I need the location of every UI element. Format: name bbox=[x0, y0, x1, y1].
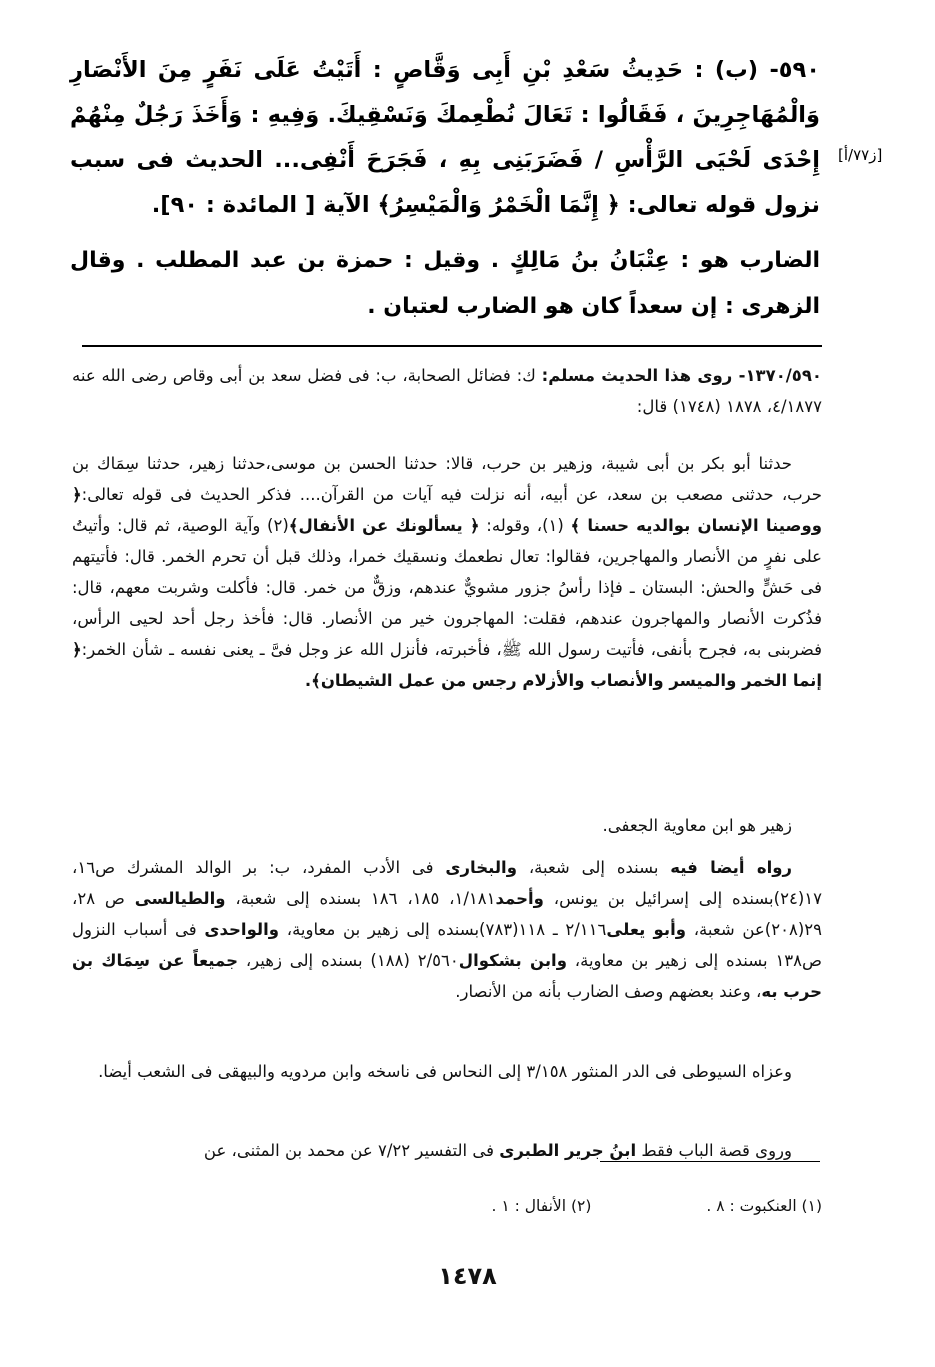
footnote-divider bbox=[600, 1161, 820, 1162]
source-label: رواه أيضا فيه bbox=[670, 858, 792, 877]
suyuti-note bbox=[72, 1056, 822, 1093]
text-segment: ٢/٥٦٠ (١٨٨) بسنده إلى زهير، bbox=[238, 951, 459, 970]
quran-quote-2: ﴿ يسألونك عن الأنفال﴾ bbox=[288, 516, 480, 535]
text-segment: (١)، وقوله: bbox=[479, 516, 571, 535]
takhrij-source: ك: فضائل الصحابة، ب: فى فضل سعد بن أبى وقاص رضى الله عنه ٤/١٨٧٧، ١٨٧٨ (١٧٤٨) قال: bbox=[72, 366, 822, 416]
text-segment: وروى قصة الباب فقط bbox=[636, 1141, 792, 1160]
quran-quote-3: ﴿ إنما الخمر والميسر والأنصاب والأزلام رجس من عمل الشيطان﴾. bbox=[72, 640, 822, 690]
text-segment: ١/١٨١، ١٨٥، ١٨٦ بسنده إلى شعبة، bbox=[225, 889, 496, 908]
narrator-note bbox=[72, 810, 822, 847]
isnad-text: حدثنا أبو بكر بن أبى شيبة، وزهير بن حرب، قالا: حدثنا الحسن بن موسى،حدثنا زهير، حدثنا سِمَاك بن حرب، حدثنى مصعب بن سعد، عن أبيه، أنه نزلت فيه آيات من القرآن.... فذكر الحديث فى قوله تعالى: bbox=[72, 454, 822, 504]
hadith-entry: ٥٩٠- (ب) : حَدِيثُ سَعْدِ بْنِ أَبِى وَقَّاصٍ : أَتَيْتُ عَلَى نَفَرٍ مِنَ الأَنْصَارِ وَالْمُهَاجِرِينَ ، فَقَالُوا : تَعَالَ نُطْعِمكَ وَنَسْقِيكَ. وَفِيهِ : وَأَخَذَ رَجُلٌ مِنْهُمْ إِحْدَى لَحْيَى الرَّأْسِ / فَضَرَبَنِى بِهِ ، فَجَرَحَ أَنْفِى... الحديث فى سبب نزول قوله تعالى: ﴿ إِنَّمَا الْخَمْرُ وَالْمَيْسِرُ﴾ الآية [ المائدة : ٩٠]. bbox=[70, 57, 820, 218]
other-sources bbox=[72, 852, 822, 1013]
text-segment: فى الأدب المفرد، ب: بر الوالد المشرك ص١٦، ١٧(٢٤)بسنده إلى إسرائيل بن يونس، bbox=[72, 858, 822, 908]
source-ibn-bashkuwal: وابن بشكوال bbox=[458, 951, 567, 970]
source-tayalisi: والطيالسى bbox=[134, 889, 226, 908]
text-segment: ٢/١١٦ ـ ١١٨(٧٨٣)بسنده إلى زهير بن معاوية، bbox=[279, 920, 607, 939]
takhrij-intro bbox=[72, 360, 822, 428]
source-wahidi: والواحدى bbox=[204, 920, 280, 939]
page-number: ١٤٧٨ bbox=[438, 1262, 497, 1290]
notes-divider bbox=[82, 345, 822, 347]
manuscript-folio-ref: [ز٧٧/أ] bbox=[838, 146, 883, 164]
footnote-1: (١) العنكبوت : ٨ . bbox=[706, 1197, 822, 1215]
text-segment: فى التفسير ٧/٢٢ عن محمد بن المثنى، عن bbox=[203, 1141, 500, 1160]
source-ahmad: وأحمد bbox=[495, 889, 544, 908]
source-bukhari: والبخارى bbox=[445, 858, 517, 877]
hadith-commentary: الضارب هو : عِتْبَانُ بنُ مَالِكٍ . وقيل : حمزة بن عبد المطلب . وقال الزهرى : إن سعداً كان هو الضارب لعتبان . bbox=[70, 248, 820, 319]
takhrij-heading: ١٣٧٠/٥٩٠- روى هذا الحديث مسلم: bbox=[541, 366, 823, 385]
common-chain: جميعاً عن سِمَاك بن حرب به bbox=[72, 951, 822, 1001]
text-segment: ص ٢٨، ٢٩(٢٠٨)عن شعبة، bbox=[72, 889, 822, 939]
source-tabari: ابنُ جرير الطبرى bbox=[499, 1141, 637, 1160]
footnote-2: (٢) الأنفال : ١ . bbox=[491, 1197, 592, 1215]
text-segment: فى أسباب النزول ص١٣٨ بسنده إلى زهير بن معاوية، bbox=[72, 920, 822, 970]
source-abu-yala: وأبو يعلى bbox=[606, 920, 686, 939]
matn-text: (٢) وآية الوصية، ثم قال: وأتيتُ على نفرٍ من الأنصار والمهاجرين، فقالوا: تعال نطعمك ونسقيك خمرا، وذلك قبل أن تحرم الخمر. قال: فأتيتهم فى حَشٍّ والحش: البستان ـ فإذا رأسُ جزور مشويٌّ عندهم، وزقٌّ من خمر. قال: فأكلت وشربت معهم، قال: فذُكرت الأنصار والمهاجرون عندهم، فقلت: المهاجرون خير من الأنصار. قال: فأخذ رجل أحد لحيى الرأس، فضربنى به، فجرح بأنفى، فأتيت رسول الله ﷺ، فأخبرته، فأنزل الله عز وجل فىَّ ـ يعنى نفسه ـ شأن الخمر: bbox=[72, 516, 822, 659]
quran-quote-1: ﴿ ووصينا الإنسان بوالديه حسنا ﴾ bbox=[72, 485, 822, 535]
footnotes bbox=[72, 1197, 822, 1215]
narrator-identification: زهير هو ابن معاوية الجعفى. bbox=[602, 816, 792, 835]
tabari-note bbox=[72, 1135, 822, 1172]
suyuti-attribution: وعزاه السيوطى فى الدر المنثور ٣/١٥٨ إلى النحاس فى ناسخه وابن مردويه والبيهقى فى الشعب أيضا. bbox=[98, 1062, 792, 1081]
text-segment: ، وعند بعضهم وصف الضارب بأنه من الأنصار. bbox=[455, 982, 762, 1001]
text-segment: بسنده إلى شعبة، bbox=[516, 858, 671, 877]
hadith-full-text bbox=[72, 448, 822, 702]
